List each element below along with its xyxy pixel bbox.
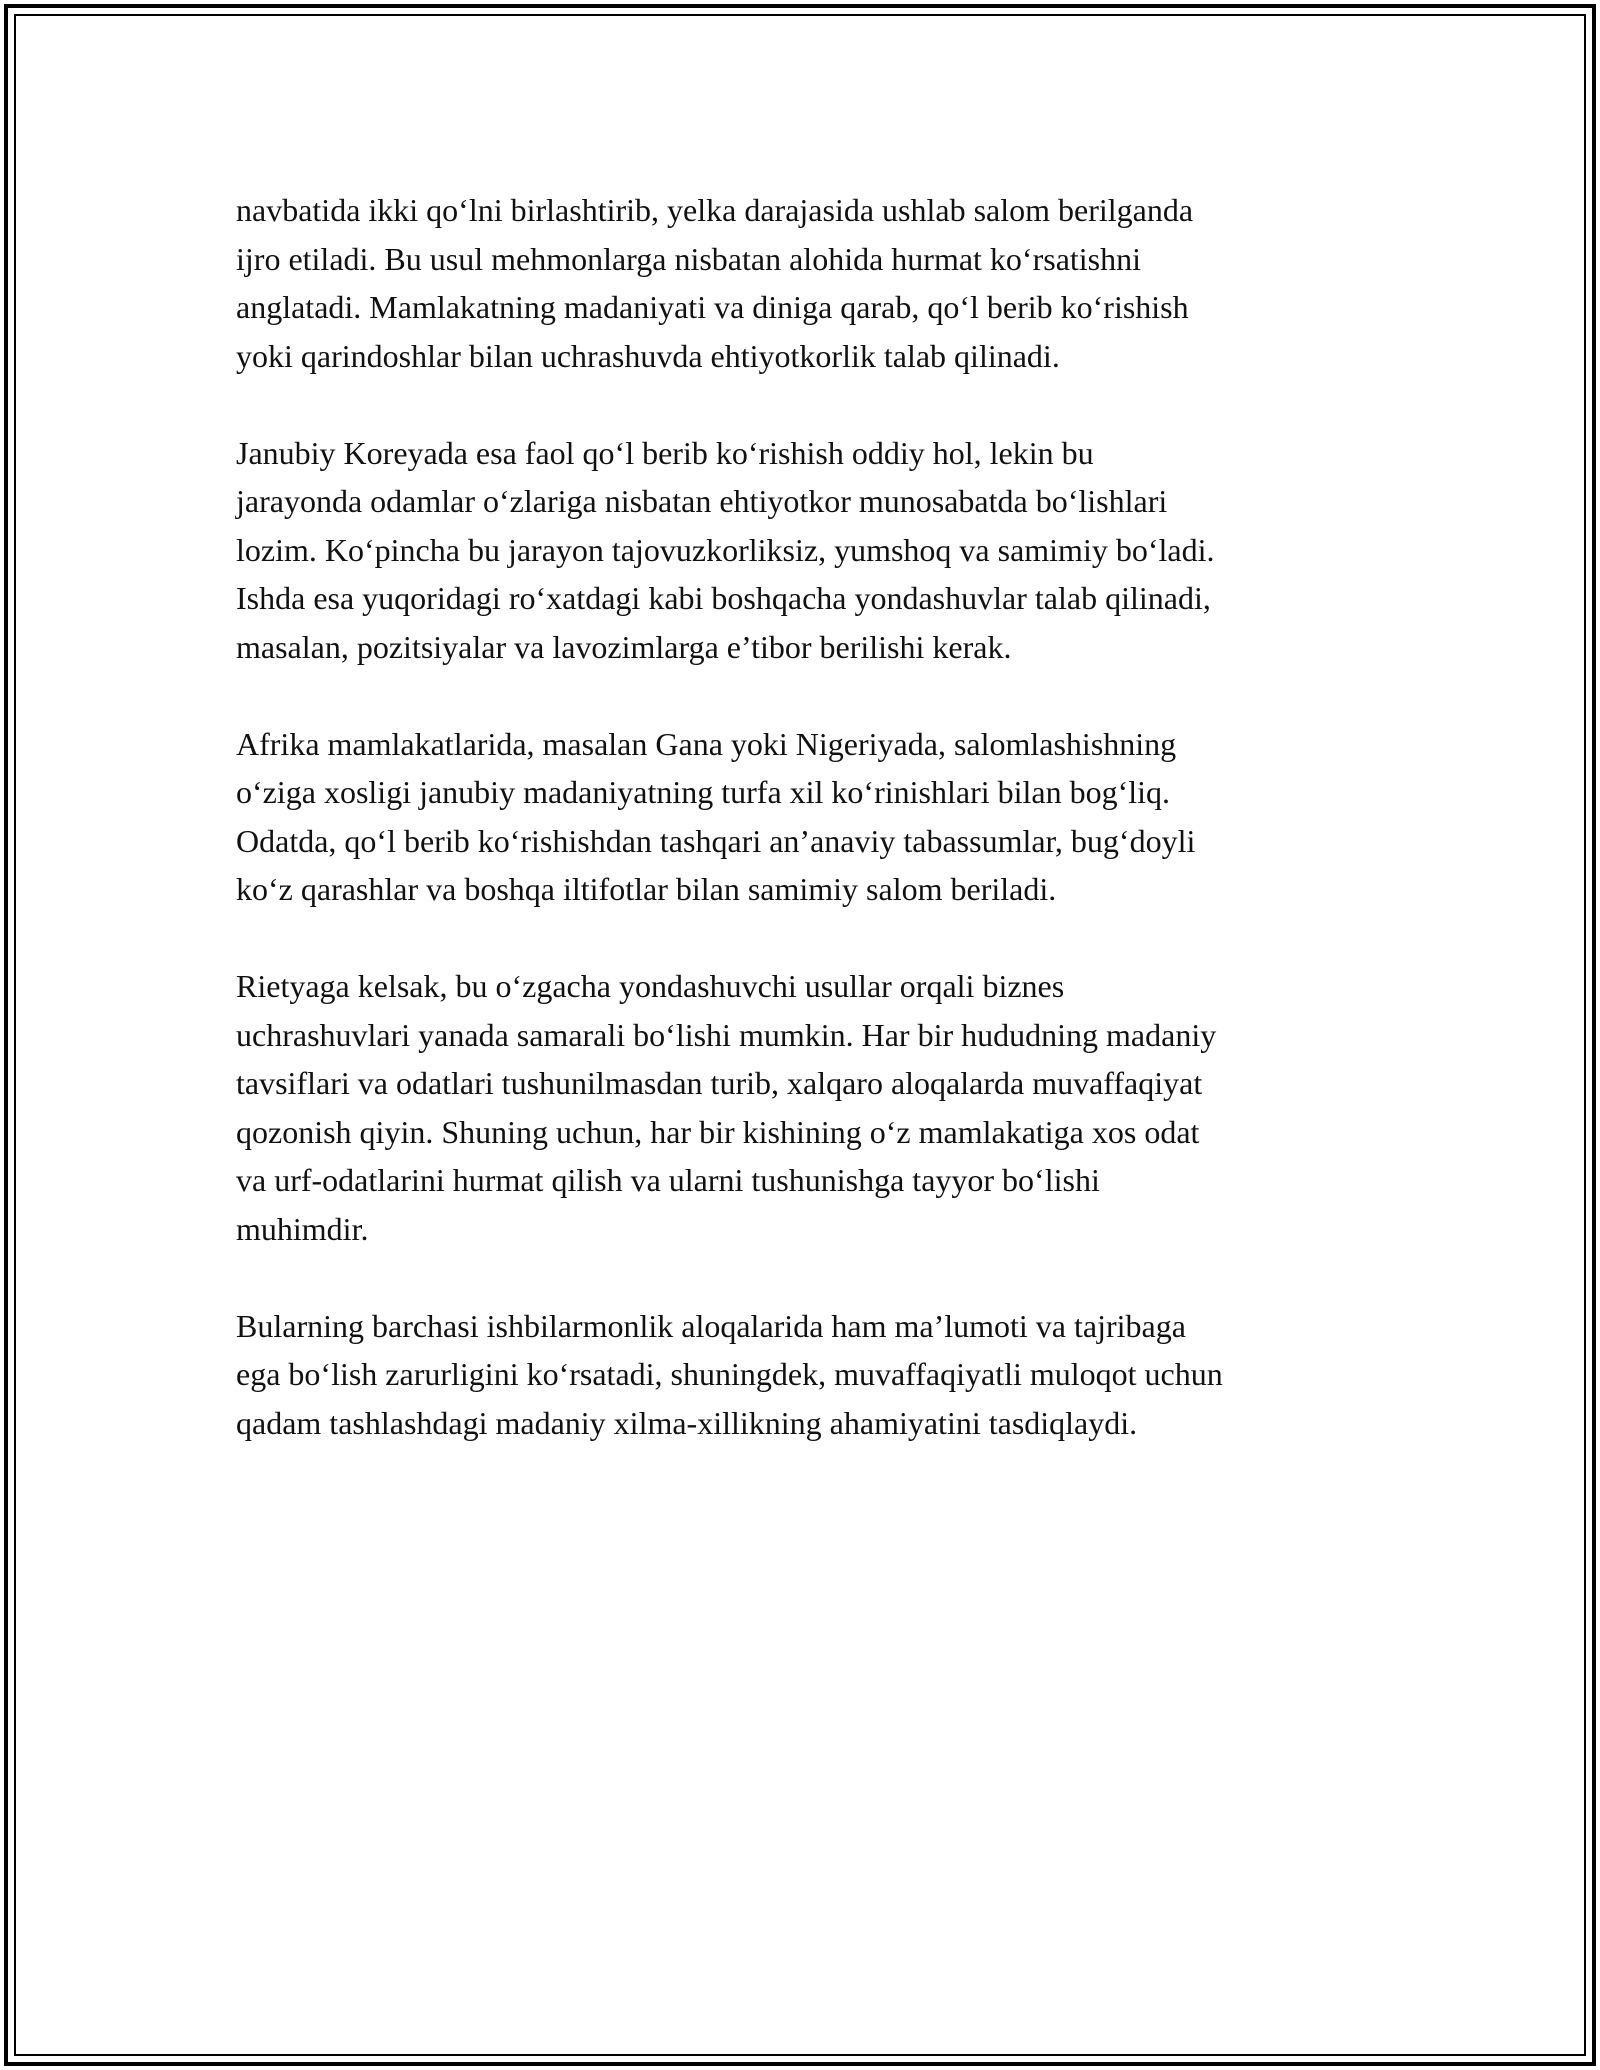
paragraph-line: va urf-odatlarini hurmat qilish va ularni tushunishga tayyor bo‘lishi	[236, 1162, 1100, 1198]
paragraph-line: Afrika mamlakatlarida, masalan Gana yoki Nigeriyada, salomlashishning	[236, 725, 1177, 762]
paragraph-line: qadam tashlashdagi madaniy xilma-xillikning ahamiyatini tasdiqlaydi.	[236, 1404, 1138, 1441]
paragraph-line: navbatida ikki qo‘lni birlashtirib, yelka darajasida ushlab salom berilganda	[236, 192, 1194, 228]
paragraph-4	[236, 962, 1396, 1253]
paragraph-line: yoki qarindoshlar bilan uchrashuvda ehtiyotkorlik talab qilinadi.	[236, 337, 1060, 374]
paragraph-line: ko‘z qarashlar va boshqa iltifotlar bilan samimiy salom beriladi.	[236, 871, 1057, 907]
paragraph-line: o‘ziga xosligi janubiy madaniyatning turfa xil ko‘rinishlari bilan bog‘liq.	[236, 774, 1171, 810]
paragraph-1	[236, 186, 1396, 380]
paragraph-2	[236, 429, 1396, 672]
paragraph-line: Rietyaga kelsak, bu o‘zgacha yondashuvchi usullar orqali biznes	[236, 968, 1065, 1004]
paragraph-line: ijro etiladi. Bu usul mehmonlarga nisbatan alohida hurmat ko‘rsatishni	[236, 240, 1142, 277]
paragraph-line: Odatda, qo‘l berib ko‘rishishdan tashqari an’anaviy tabassumlar, bug‘doyli	[236, 822, 1196, 859]
paragraph-line: muhimdir.	[236, 1210, 369, 1247]
paragraph-line: jarayonda odamlar o‘zlariga nisbatan ehtiyotkor munosabatda bo‘lishlari	[236, 483, 1168, 519]
paragraph-line: Ishda esa yuqoridagi ro‘xatdagi kabi boshqacha yondashuvlar talab qilinadi,	[236, 580, 1211, 616]
paragraph-line: qozonish qiyin. Shuning uchun, har bir kishining o‘z mamlakatiga xos odat	[236, 1113, 1200, 1150]
paragraph-line: Bularning barchasi ishbilarmonlik aloqalarida ham ma’lumoti va tajribaga	[236, 1307, 1186, 1344]
paragraph-line: uchrashuvlari yanada samarali bo‘lishi mumkin. Har bir hududning madaniy	[236, 1016, 1217, 1053]
paragraph-line: ega bo‘lish zarurligini ko‘rsatadi, shuningdek, muvaffaqiyatli muloqot uchun	[236, 1356, 1223, 1392]
paragraph-line: Janubiy Koreyada esa faol qo‘l berib ko‘rishish oddiy hol, lekin bu	[236, 434, 1094, 471]
paragraph-3	[236, 720, 1396, 914]
paragraph-line: lozim. Ko‘pincha bu jarayon tajovuzkorliksiz, yumshoq va samimiy bo‘ladi.	[236, 531, 1215, 568]
document-body	[236, 186, 1396, 1496]
paragraph-line: tavsiflari va odatlari tushunilmasdan turib, xalqaro aloqalarda muvaffaqiyat	[236, 1065, 1203, 1101]
paragraph-line: anglatadi. Mamlakatning madaniyati va diniga qarab, qo‘l berib ko‘rishish	[236, 289, 1189, 325]
paragraph-5	[236, 1302, 1396, 1448]
paragraph-line: masalan, pozitsiyalar va lavozimlarga e’tibor berilishi kerak.	[236, 628, 1012, 665]
